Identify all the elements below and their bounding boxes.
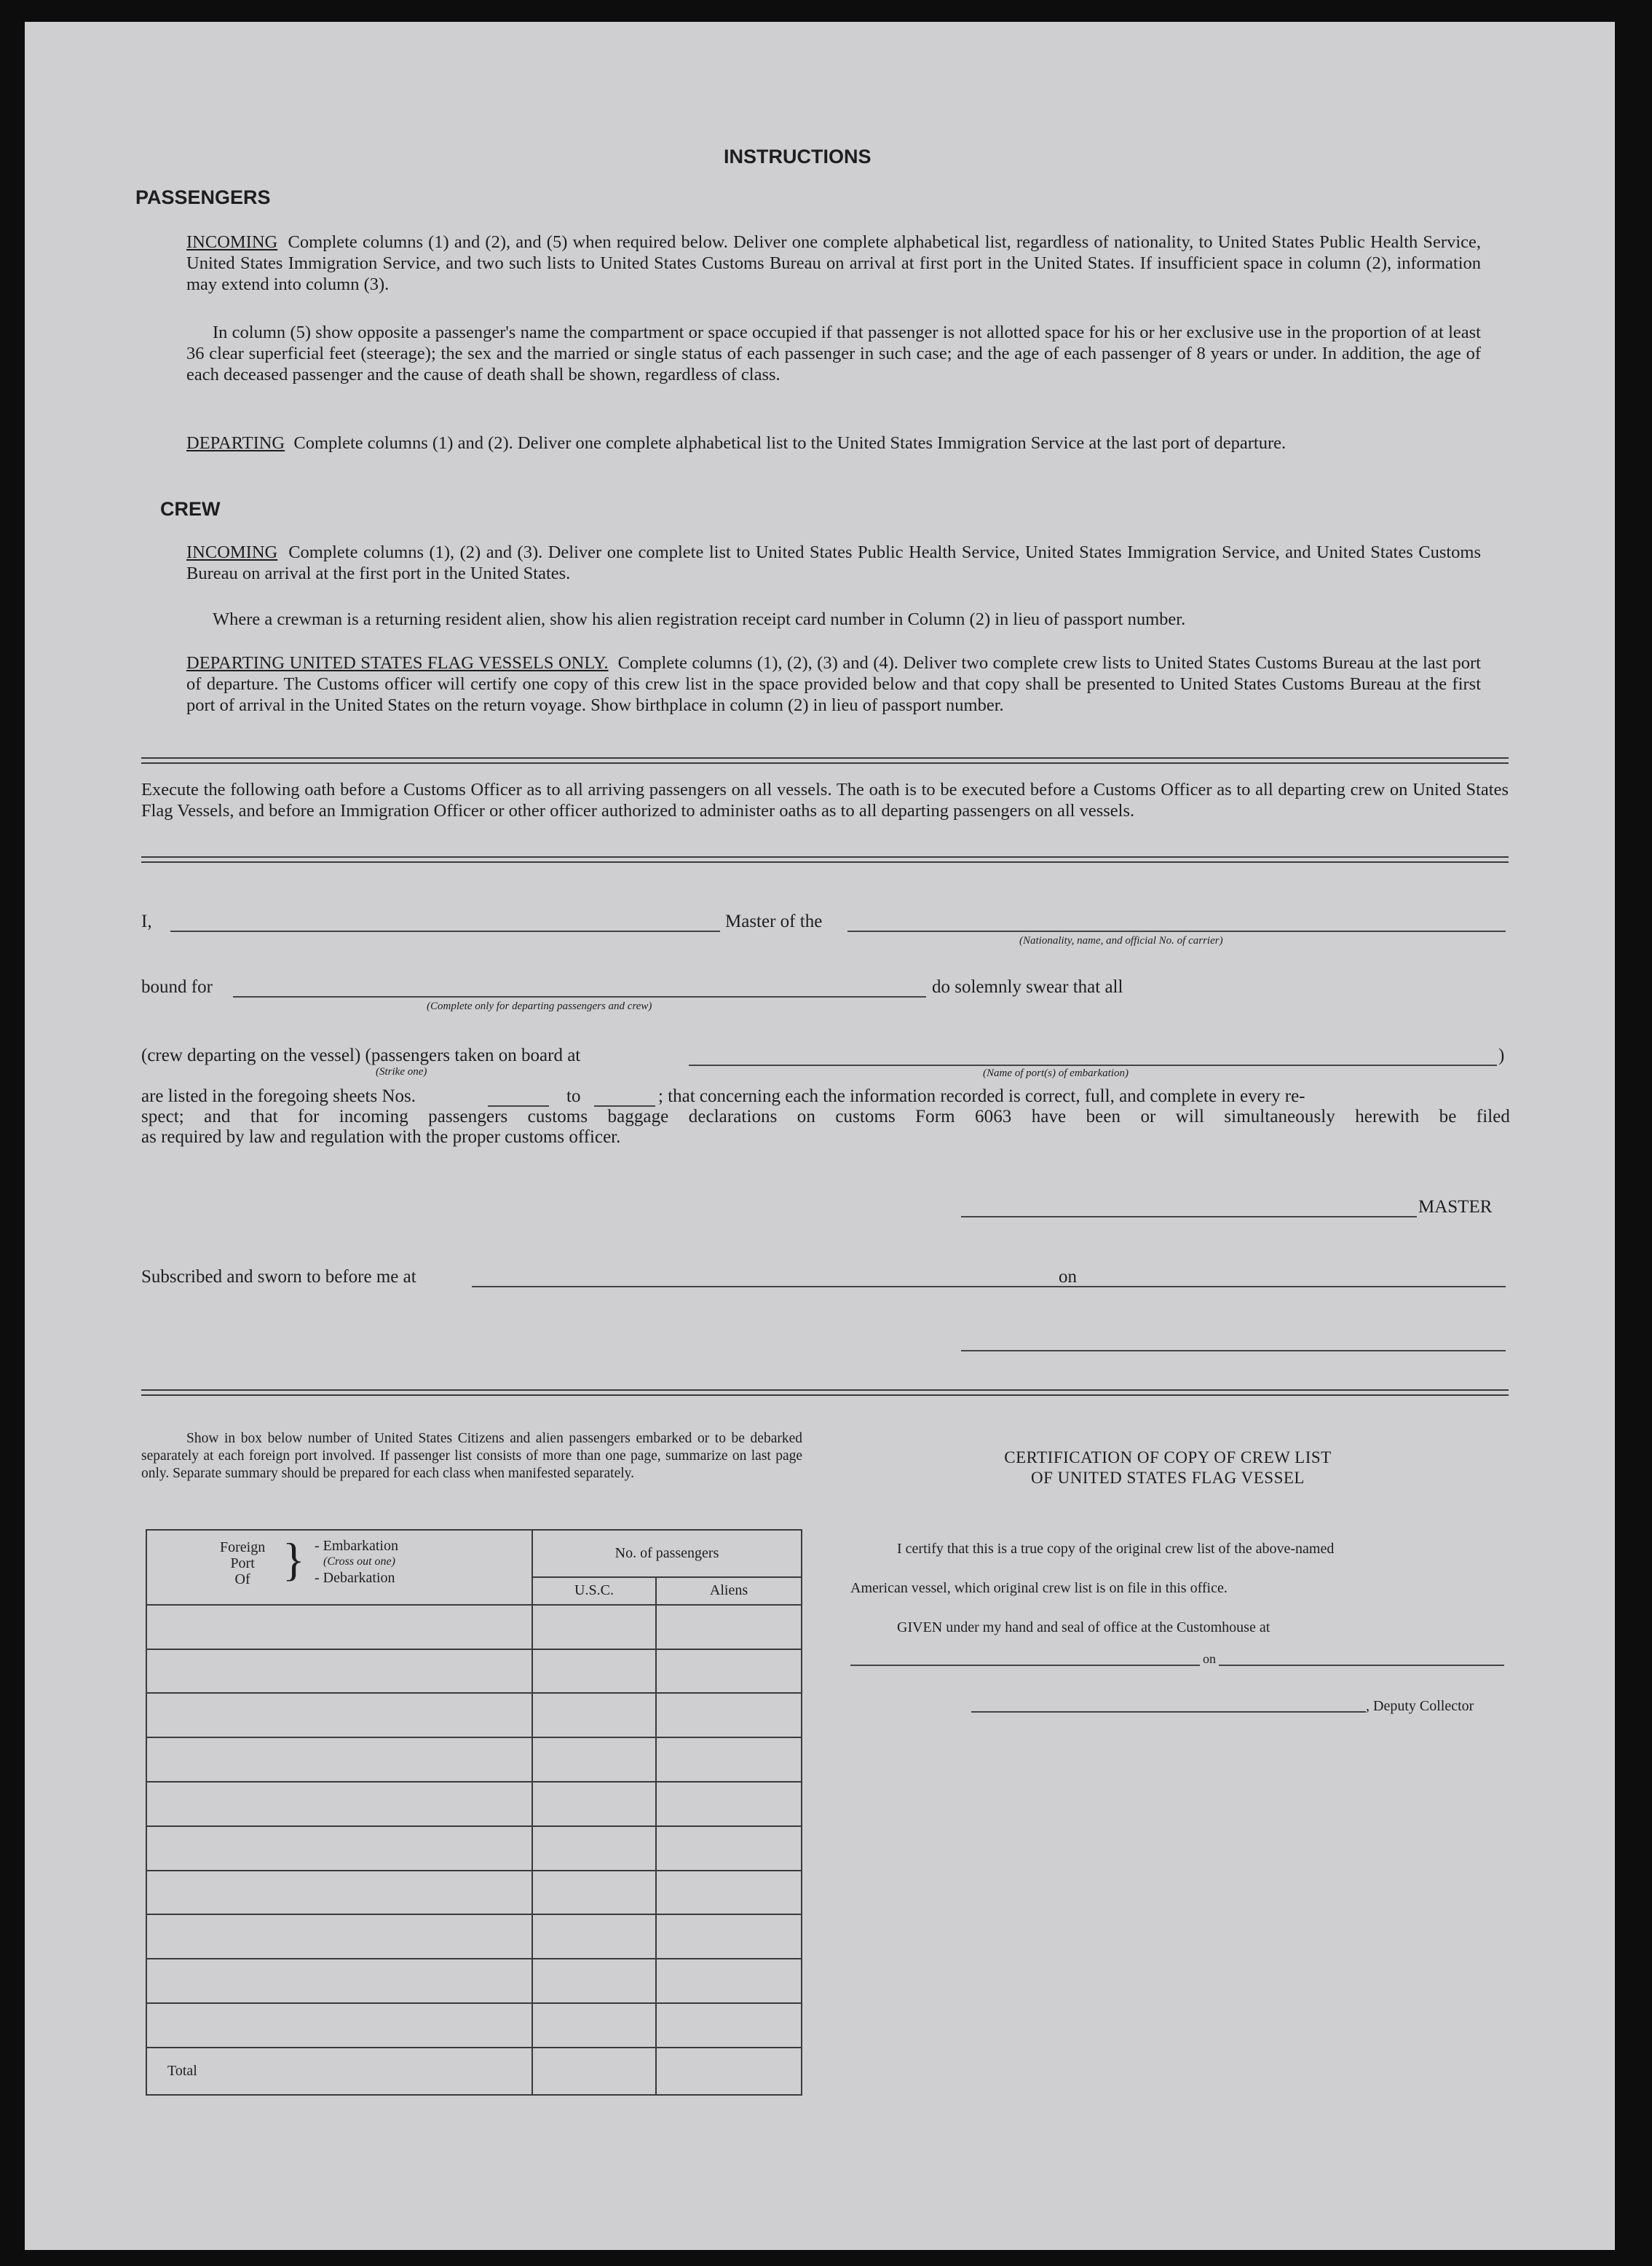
usc-cell[interactable] xyxy=(532,1649,656,1694)
passengers-departing-label: DEPARTING xyxy=(186,433,285,453)
embark-debark-labels xyxy=(315,1538,398,1586)
brace-icon: } xyxy=(282,1533,305,1585)
aliens-cell[interactable] xyxy=(656,1737,802,1782)
crew-departing-label: DEPARTING UNITED STATES FLAG VESSELS ONLY. xyxy=(186,653,609,673)
deputy-signature-field[interactable] xyxy=(971,1711,1366,1713)
table-row xyxy=(146,1649,802,1694)
cert-on-label: on xyxy=(1203,1651,1216,1666)
subscribed-date-field[interactable] xyxy=(1082,1286,1506,1287)
table-row xyxy=(146,1959,802,2003)
table-row xyxy=(146,2003,802,2048)
embarkation-port-field[interactable] xyxy=(689,1065,1497,1066)
port-header-cell xyxy=(146,1530,532,1605)
master-name-field[interactable] xyxy=(170,931,720,932)
customhouse-field[interactable] xyxy=(850,1665,1200,1666)
passengers-departing-text: Complete columns (1) and (2). Deliver one complete alphabetical list to the United States Immigration Service at the last port of departure. xyxy=(293,433,1287,453)
port-cell[interactable] xyxy=(146,1782,532,1826)
certification-title xyxy=(964,1448,1372,1488)
form-sheet xyxy=(25,22,1615,2250)
strike-one-caption: (Strike one) xyxy=(376,1066,427,1078)
usc-cell[interactable] xyxy=(532,1782,656,1826)
passenger-summary-table xyxy=(146,1529,802,2096)
foreign-port-of-label xyxy=(220,1539,265,1587)
aliens-header: Aliens xyxy=(656,1577,802,1605)
certification-title-line-2: OF UNITED STATES FLAG VESSEL xyxy=(1031,1469,1305,1487)
aliens-cell[interactable] xyxy=(656,1605,802,1649)
passengers-incoming-text: Complete columns (1) and (2), and (5) when required below. Deliver one complete alphabetical list, regardless of nationality, to United States Public Health Service, United States Immigration Service, and two such lists to United States Customs Bureau on arrival at first port in the United States. If insufficient space in column (2), information may extend into column (3). xyxy=(186,232,1482,294)
embarkation-label: - Embarkation xyxy=(315,1538,398,1554)
american-vessel-text: American vessel, which original crew list is on file in this office. xyxy=(850,1580,1228,1596)
port-cell[interactable] xyxy=(146,1826,532,1871)
bound-for-field[interactable] xyxy=(233,996,926,998)
usc-cell[interactable] xyxy=(532,1737,656,1782)
table-row xyxy=(146,1914,802,1959)
usc-header: U.S.C. xyxy=(532,1577,656,1605)
subscribed-label: Subscribed and sworn to before me at xyxy=(141,1267,416,1287)
summary-instructions: Show in box below number of United States Citizens and alien passengers embarked or to be debarked separately at each foreign port involved. If passenger list consists of more than one page, summarize on last page only. Separate summary should be prepared for each class when manifested separately. xyxy=(141,1431,802,1481)
table-row xyxy=(146,1605,802,1649)
bound-for-caption: (Complete only for departing passengers and crew) xyxy=(427,1000,652,1012)
port-cell[interactable] xyxy=(146,2003,532,2048)
usc-cell[interactable] xyxy=(532,1605,656,1649)
port-cell[interactable] xyxy=(146,1605,532,1649)
crew-resident-text: Where a crewman is a returning resident alien, show his alien registration receipt card number in Column (2) in lieu of passport number. xyxy=(213,609,1186,629)
foreign-label: Foreign xyxy=(220,1539,266,1555)
listed-text-d: as required by law and regulation with the proper customs officer. xyxy=(141,1127,621,1147)
port-label: Port xyxy=(230,1555,255,1571)
total-label: Total xyxy=(146,2048,532,2095)
no-passengers-header: No. of passengers xyxy=(532,1530,802,1577)
aliens-cell[interactable] xyxy=(656,1693,802,1737)
deputy-collector-label: , Deputy Collector xyxy=(1366,1698,1474,1714)
listed-text-c: spect; and that for incoming passengers customs baggage declarations on customs Form 6063 have been or will simultaneously herewith be filed xyxy=(141,1107,1510,1126)
listed-text-a: are listed in the foregoing sheets Nos. xyxy=(141,1086,416,1106)
port-cell[interactable] xyxy=(146,1649,532,1694)
usc-cell[interactable] xyxy=(532,2003,656,2048)
table-row xyxy=(146,1737,802,1782)
usc-cell[interactable] xyxy=(532,1871,656,1915)
aliens-cell[interactable] xyxy=(656,1649,802,1694)
table-row xyxy=(146,1782,802,1826)
page-title: INSTRUCTIONS xyxy=(724,146,872,167)
oath-execute-text: Execute the following oath before a Customs Officer as to all arriving passengers on all vessels. The oath is to be executed before a Customs Officer as to all departing crew on United States Flag Vessels, and before an Immigration Officer or other officer authorized to administer oaths as to all departing passengers on all vessels. xyxy=(141,780,1509,821)
port-cell[interactable] xyxy=(146,1737,532,1782)
passengers-departing-block xyxy=(186,433,1481,454)
of-label: Of xyxy=(234,1571,250,1587)
aliens-cell[interactable] xyxy=(656,1871,802,1915)
certify-text: I certify that this is a true copy of the original crew list of the above-named xyxy=(897,1541,1335,1557)
table-row xyxy=(146,1871,802,1915)
debarkation-label: - Debarkation xyxy=(315,1570,395,1586)
section-divider xyxy=(141,757,1509,764)
section-divider xyxy=(141,1389,1509,1396)
usc-total-cell[interactable] xyxy=(532,2048,656,2095)
listed-text-b: ; that concerning each the information recorded is correct, full, and complete in every re- xyxy=(658,1086,1305,1106)
crew-departing-block xyxy=(186,652,1481,716)
passengers-heading: PASSENGERS xyxy=(135,186,271,208)
master-signature-label: MASTER xyxy=(1418,1197,1493,1217)
bound-for-label: bound for xyxy=(141,977,213,997)
subscribed-on-label: on xyxy=(1059,1267,1077,1287)
master-signature-field[interactable] xyxy=(961,1216,1417,1217)
port-cell[interactable] xyxy=(146,1871,532,1915)
crew-heading: CREW xyxy=(160,498,221,520)
officer-signature-field[interactable] xyxy=(961,1350,1506,1351)
listed-to-label: to xyxy=(566,1086,581,1106)
crew-passengers-text: (crew departing on the vessel) (passengers taken on board at xyxy=(141,1046,581,1065)
aliens-cell[interactable] xyxy=(656,2003,802,2048)
section-divider xyxy=(141,856,1509,863)
crew-incoming-text: Complete columns (1), (2) and (3). Deliver one complete list to United States Public Health Service, United States Immigration Service, and United States Customs Bureau on arrival at the first port in the United States. xyxy=(186,542,1482,583)
certification-title-line-1: CERTIFICATION OF COPY OF CREW LIST xyxy=(1004,1448,1332,1466)
swear-text: do solemnly swear that all xyxy=(932,977,1123,997)
passengers-incoming-block xyxy=(186,232,1481,295)
crew-incoming-block xyxy=(186,542,1481,584)
master-of-the-label: Master of the xyxy=(725,912,823,931)
usc-cell[interactable] xyxy=(532,1693,656,1737)
aliens-cell[interactable] xyxy=(656,1914,802,1959)
table-row xyxy=(146,1826,802,1871)
passengers-column5-text: In column (5) show opposite a passenger's name the compartment or space occupied if that passenger is not allotted space for his or her exclusive use in the proportion of at least 36 clear superficial feet (steerage); the sex and the married or single status of each passenger in such case; and the age of each passenger of 8 years or under. In addition, the age of each deceased passenger and the cause of death shall be shown, regardless of class. xyxy=(186,323,1481,384)
carrier-field[interactable] xyxy=(847,931,1506,932)
aliens-cell[interactable] xyxy=(656,1959,802,2003)
usc-cell[interactable] xyxy=(532,1959,656,2003)
table-row xyxy=(146,1693,802,1737)
crew-departing-text: Complete columns (1), (2), (3) and (4). Deliver two complete crew lists to United States Customs Bureau at the last port of departure. The Customs officer will certify one copy of this crew list in the space provided below and that copy shall be presented to United States Customs Bureau at the first port of arrival in the United States on the return voyage. Show birthplace in column (2) in lieu of passport number. xyxy=(186,653,1481,715)
port-caption: (Name of port(s) of embarkation) xyxy=(983,1067,1129,1079)
aliens-total-cell[interactable] xyxy=(656,2048,802,2095)
crew-incoming-label: INCOMING xyxy=(186,542,278,562)
aliens-cell[interactable] xyxy=(656,1826,802,1871)
total-row xyxy=(146,2048,802,2095)
port-cell[interactable] xyxy=(146,1914,532,1959)
given-text: GIVEN under my hand and seal of office at the Customhouse at xyxy=(897,1619,1270,1635)
port-cell[interactable] xyxy=(146,1959,532,2003)
cross-out-label: (Cross out one) xyxy=(323,1555,395,1568)
close-paren: ) xyxy=(1498,1046,1505,1065)
passengers-incoming-label: INCOMING xyxy=(186,232,278,252)
usc-cell[interactable] xyxy=(532,1914,656,1959)
carrier-caption: (Nationality, name, and official No. of carrier) xyxy=(1019,935,1223,947)
oath-i-label: I, xyxy=(141,912,152,931)
subscribed-place-field[interactable] xyxy=(472,1286,1083,1287)
usc-cell[interactable] xyxy=(532,1826,656,1871)
port-cell[interactable] xyxy=(146,1693,532,1737)
aliens-cell[interactable] xyxy=(656,1782,802,1826)
cert-date-field[interactable] xyxy=(1219,1665,1504,1666)
